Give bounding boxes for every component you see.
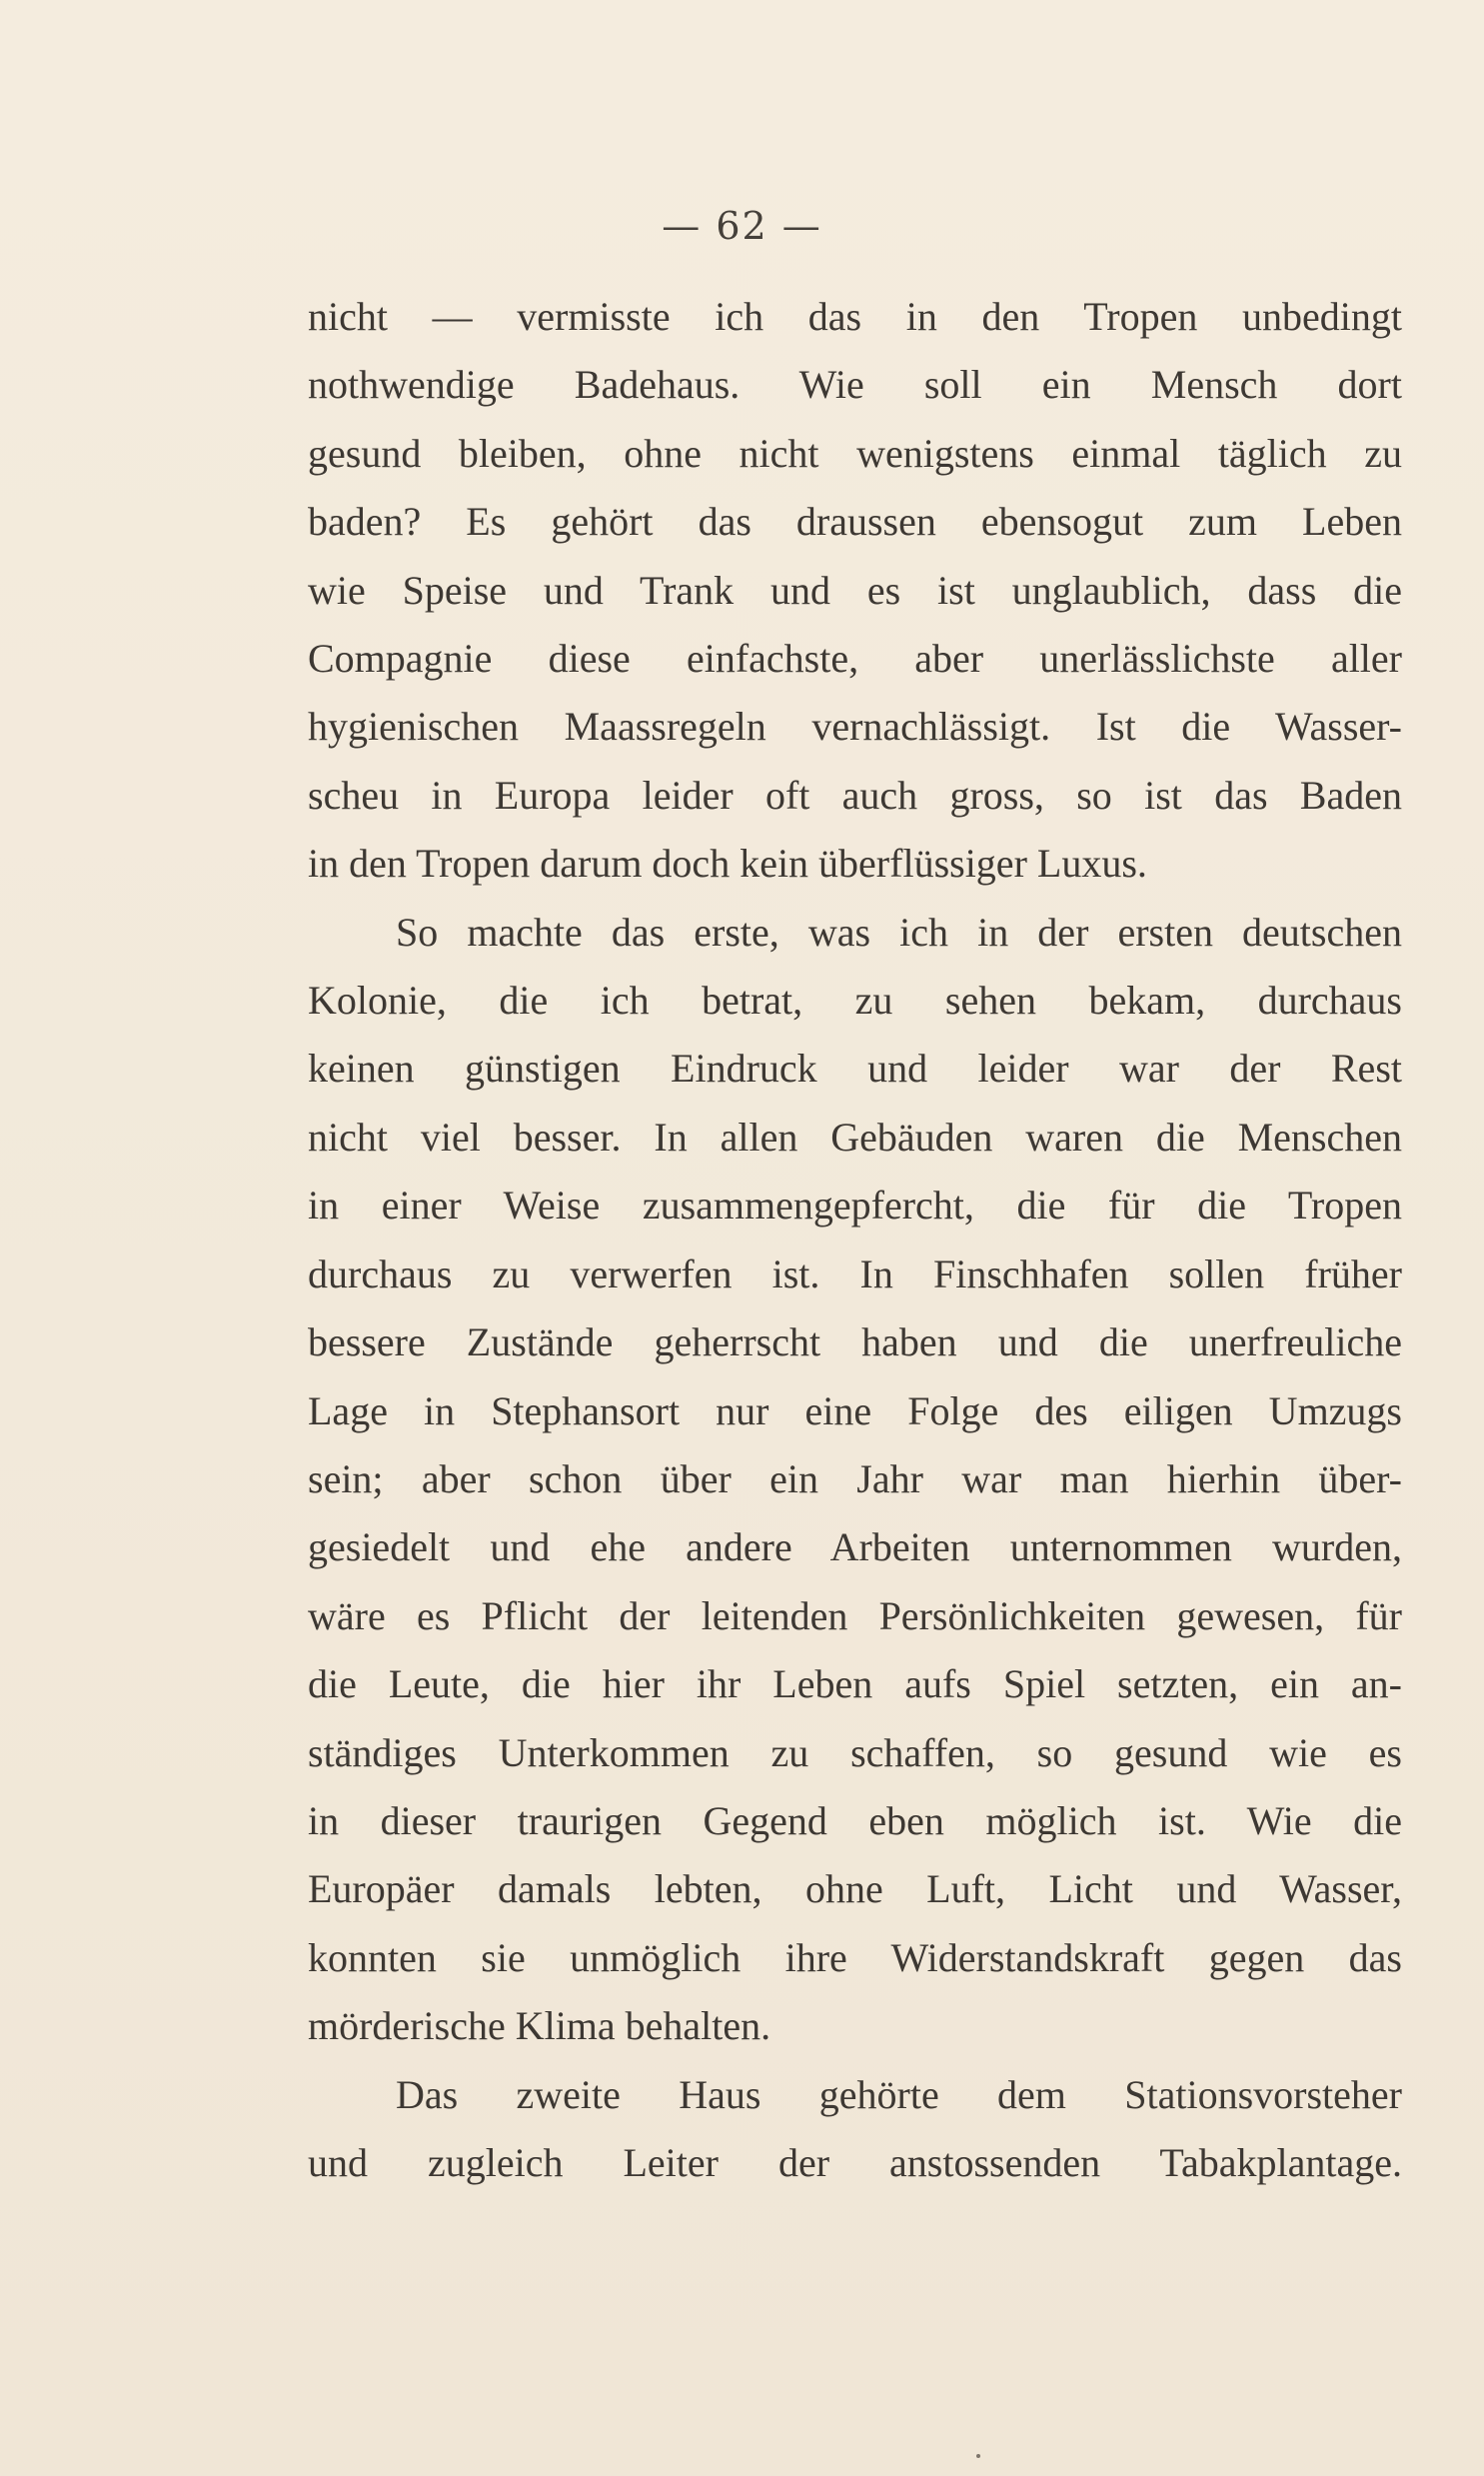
body-text [308, 283, 1402, 2197]
text-line: und zugleich Leiter der anstossenden Tabakplantage. [308, 2139, 1402, 2185]
text-line: mörderische Klima behalten. [308, 2003, 771, 2049]
text-line: konnten sie unmöglich ihre Widerstandskraft gegen das [308, 1934, 1402, 1980]
text-line: die Leute, die hier ihr Leben aufs Spiel setzten, ein an- [308, 1661, 1402, 1707]
text-line: in einer Weise zusammengepfercht, die für die Tropen [308, 1183, 1402, 1229]
paragraph-2 [308, 899, 1402, 2061]
text-line: Compagnie diese einfachste, aber unerlässlichste aller [308, 636, 1402, 682]
text-line: sein; aber schon über ein Jahr war man hierhin über- [308, 1455, 1402, 1501]
paragraph-3 [308, 2061, 1402, 2198]
text-line: wäre es Pflicht der leitenden Persönlichkeiten gewesen, für [308, 1592, 1402, 1638]
text-line: gesund bleiben, ohne nicht wenigstens einmal täglich zu [308, 430, 1402, 476]
text-line: nicht viel besser. In allen Gebäuden waren die Menschen [308, 1114, 1402, 1160]
text-line: So machte das erste, was ich in der ersten deutschen [396, 909, 1402, 955]
page-number: — 62 — [662, 204, 822, 248]
text-line: Lage in Stephansort nur eine Folge des eiligen Umzugs [308, 1387, 1402, 1433]
text-line: Europäer damals lebten, ohne Luft, Licht und Wasser, [308, 1866, 1402, 1912]
text-line: nicht — vermisste ich das in den Tropen unbedingt [308, 294, 1402, 339]
text-line: hygienischen Maassregeln vernachlässigt. Ist die Wasser- [308, 704, 1402, 750]
text-line: keinen günstigen Eindruck und leider war der Rest [308, 1046, 1402, 1092]
paragraph-1 [308, 283, 1402, 899]
page-speck [976, 2454, 980, 2458]
text-line: in den Tropen darum doch kein überflüssiger Luxus. [308, 841, 1147, 887]
text-line: scheu in Europa leider oft auch gross, so ist das Baden [308, 772, 1402, 818]
text-line: ständiges Unterkommen zu schaffen, so gesund wie es [308, 1729, 1402, 1775]
text-line: Kolonie, die ich betrat, zu sehen bekam, durchaus [308, 978, 1402, 1024]
text-line: baden? Es gehört das draussen ebensogut zum Leben [308, 499, 1402, 545]
text-line: Das zweite Haus gehörte dem Stationsvorsteher [396, 2071, 1402, 2117]
text-line: in dieser traurigen Gegend eben möglich ist. Wie die [308, 1797, 1402, 1843]
text-line: wie Speise und Trank und es ist unglaublich, dass die [308, 567, 1402, 613]
text-line: gesiedelt und ehe andere Arbeiten unternommen wurden, [308, 1524, 1402, 1570]
text-line: durchaus zu verwerfen ist. In Finschhafen sollen früher [308, 1250, 1402, 1296]
text-line: nothwendige Badehaus. Wie soll ein Mensch dort [308, 362, 1402, 408]
text-line: bessere Zustände geherrscht haben und die unerfreuliche [308, 1319, 1402, 1365]
